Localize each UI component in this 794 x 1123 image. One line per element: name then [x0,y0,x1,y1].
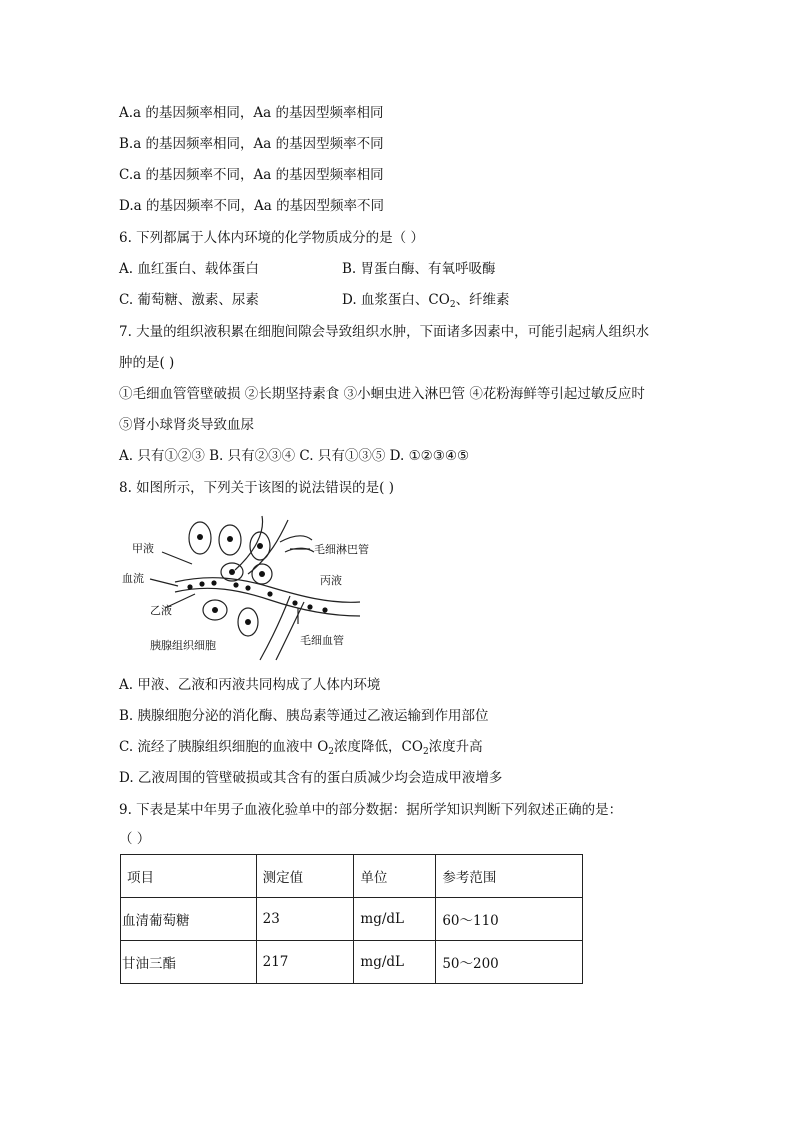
label-bing: 丙液 [320,574,342,587]
label-yi: 乙液 [150,604,172,617]
q7-items-line2: ⑤肾小球肾炎导致血尿 [119,417,254,433]
q7-stem-line2: 肿的是( ) [119,355,175,371]
q6-option-a: A. 血红蛋白、载体蛋白 [119,261,259,277]
q6-option-b: B. 胃蛋白酶、有氧呼吸酶 [342,261,496,277]
q8-option-d: D. 乙液周围的管壁破损或其含有的蛋白质减少均会造成甲液增多 [119,770,503,786]
q5-option-d: D.a 的基因频率不同，Aa 的基因型频率不同 [119,198,385,214]
blood-test-table [120,854,583,984]
label-capillary: 毛细血管 [300,634,344,647]
q7-stem-line1: 7. 大量的组织液积累在细胞间隙会导致组织水肿，下面诸多因素中，可能引起病人组织水 [119,324,650,340]
table-header-row [121,855,583,898]
q8-option-b: B. 胰腺细胞分泌的消化酶、胰岛素等通过乙液运输到作用部位 [119,708,489,724]
q9-stem-line1: 9. 下表是某中年男子血液化验单中的部分数据：据所学知识判断下列叙述正确的是： [119,802,623,818]
q8-option-a: A. 甲液、乙液和丙液共同构成了人体内环境 [119,677,381,693]
header-value: 测定值 [256,855,354,898]
q7-items-line1: ①毛细血管管壁破损 ②长期坚持素食 ③小蛔虫进入淋巴管 ④花粉海鲜等引起过敏反应时 [119,386,645,402]
table-row [121,941,583,984]
header-unit: 单位 [354,855,436,898]
label-jia: 甲液 [132,542,154,555]
q5-option-b: B.a 的基因频率相同，Aa 的基因型频率不同 [119,136,384,152]
cell-unit: mg/dL [354,941,436,984]
tissue-fluid-diagram [120,512,370,662]
cell-range: 60～110 [436,898,583,941]
cell-value: 23 [256,898,354,941]
q6-option-d: D. 血浆蛋白、$CO_2$、纤维素 [342,292,510,310]
q8-stem: 8. 如图所示，下列关于该图的说法错误的是( ) [119,480,394,496]
cell-range: 50～200 [436,941,583,984]
q6-option-c: C. 葡萄糖、激素、尿素 [119,292,259,308]
label-lymph: 毛细淋巴管 [314,543,369,556]
q5-option-c: C.a 的基因频率不同，Aa 的基因型频率相同 [119,167,384,183]
cell-value: 217 [256,941,354,984]
cell-item: 血清葡萄糖 [121,898,257,941]
q6-stem: 6. 下列都属于人体内环境的化学物质成分的是（ ） [119,230,424,246]
q8-option-c: C. 流经了胰腺组织细胞的血液中 $O_2$浓度降低，$CO_2$浓度升高 [119,739,483,757]
q5-option-a: A.a 的基因频率相同，Aa 的基因型频率相同 [119,105,384,121]
header-range: 参考范围 [436,855,583,898]
q9-stem-line2: （ ） [119,831,151,847]
cell-unit: mg/dL [354,898,436,941]
label-xueliu: 血流 [122,572,144,585]
table-row [121,898,583,941]
cell-item: 甘油三酯 [121,941,257,984]
label-cells: 胰腺组织细胞 [150,639,216,652]
header-item: 项目 [121,855,257,898]
q7-options: A. 只有①②③ B. 只有②③④ C. 只有①③⑤ D. ①②③④⑤ [119,448,470,464]
